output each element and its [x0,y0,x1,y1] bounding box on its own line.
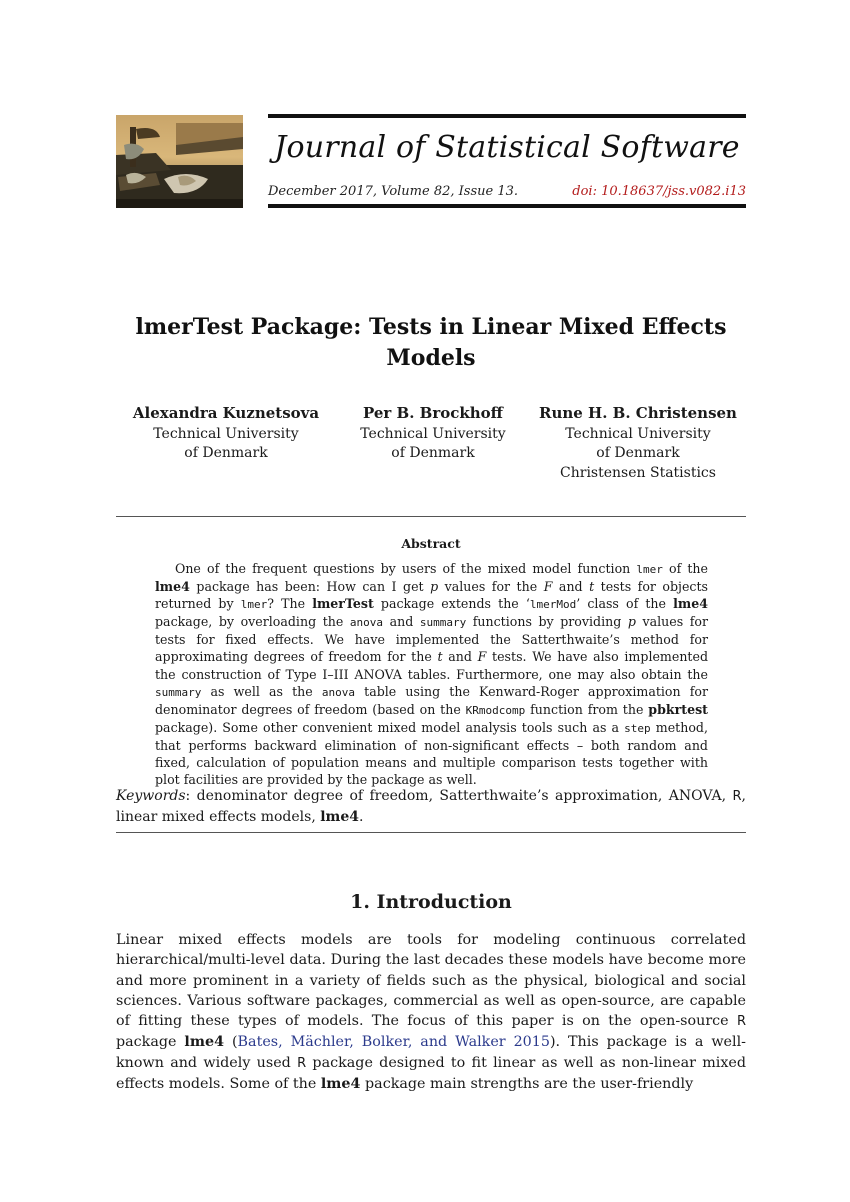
author-name: Alexandra Kuznetsova [132,404,320,422]
author-affiliation: Technical University [565,425,711,442]
paper-title: lmerTest Package: Tests in Linear Mixed Effects Models [135,314,727,371]
author-3 [530,404,746,483]
author-affiliation: of Denmark [596,445,680,461]
abstract-rule-top [116,516,746,517]
author-name: Per B. Brockhoff [362,404,503,422]
journal-title: Journal of Statistical Software [274,130,740,165]
section-heading: 1. Introduction [350,891,512,913]
header-rule-top [268,114,746,118]
abstract-heading: Abstract [401,536,461,551]
issue-line: December 2017, Volume 82, Issue 13. [268,184,518,199]
header-rule-bottom [268,204,746,208]
author-affiliation: Technical University [360,425,506,442]
author-block [116,404,746,494]
author-affiliation: Christensen Statistics [560,464,716,481]
citation-link[interactable]: Bates, Mächler, Bolker, and Walker 2015 [237,1034,550,1051]
keywords: Keywords: denominator degree of freedom, Satterthwaite’s approximation, ANOVA, R, linear mixed effects models, lme4. [116,788,746,825]
doi-link[interactable]: doi: 10.18637/jss.v082.i13 [572,184,746,199]
author-affiliation: of Denmark [184,445,268,461]
introduction-paragraph: Linear mixed effects models are tools for modeling continuous correlated hierarchical/multi-level data. During the last decades these models have become more and more prominent in a variety of fields such as the physical, biological and social sciences. Various software packages, commercial as well as open-source, are capable of fitting these types of models. The focus of this paper is on the open-source R package lme4 (Bates, Mächler, Bolker, and Walker 2015). This package is a well-known and widely used R package designed to fit linear as well as non-linear mixed effects models. Some of the lme4 package main strengths are the user-friendly [116,932,747,1093]
abstract-text: One of the frequent questions by users of the mixed model function lmer of the lme4 package has been: How can I get p values for the F and t tests for objects returned by lmer? The lmerTest package extends the ‘lmerMod’ class of the lme4 package, by overloading the anova and summary functions by providing p values for tests for fixed effects. We have implemented the Satterthwaite’s method for approximating degrees of freedom for the t and F tests. We have also implemented the construction of Type I–III ANOVA tables. Furthermore, one may also obtain the summary as well as the anova table using the Kenward-Roger approximation for denominator degrees of freedom (based on the KRmodcomp function from the pbkrtest package). Some other convenient mixed model analysis tools such as a step method, that performs backward elimination of non-significant effects – both random and fixed, calculation of population means and multiple comparison tests together with plot facilities are provided by the package as well. [155,561,709,788]
keywords-label: Keywords [116,788,186,804]
author-1 [116,404,336,464]
journal-logo-image [116,115,243,208]
author-affiliation: Technical University [153,425,299,442]
author-name: Rune H. B. Christensen [539,404,737,422]
author-affiliation: of Denmark [391,445,475,461]
abstract-rule-bottom [116,832,746,833]
author-2 [344,404,522,464]
